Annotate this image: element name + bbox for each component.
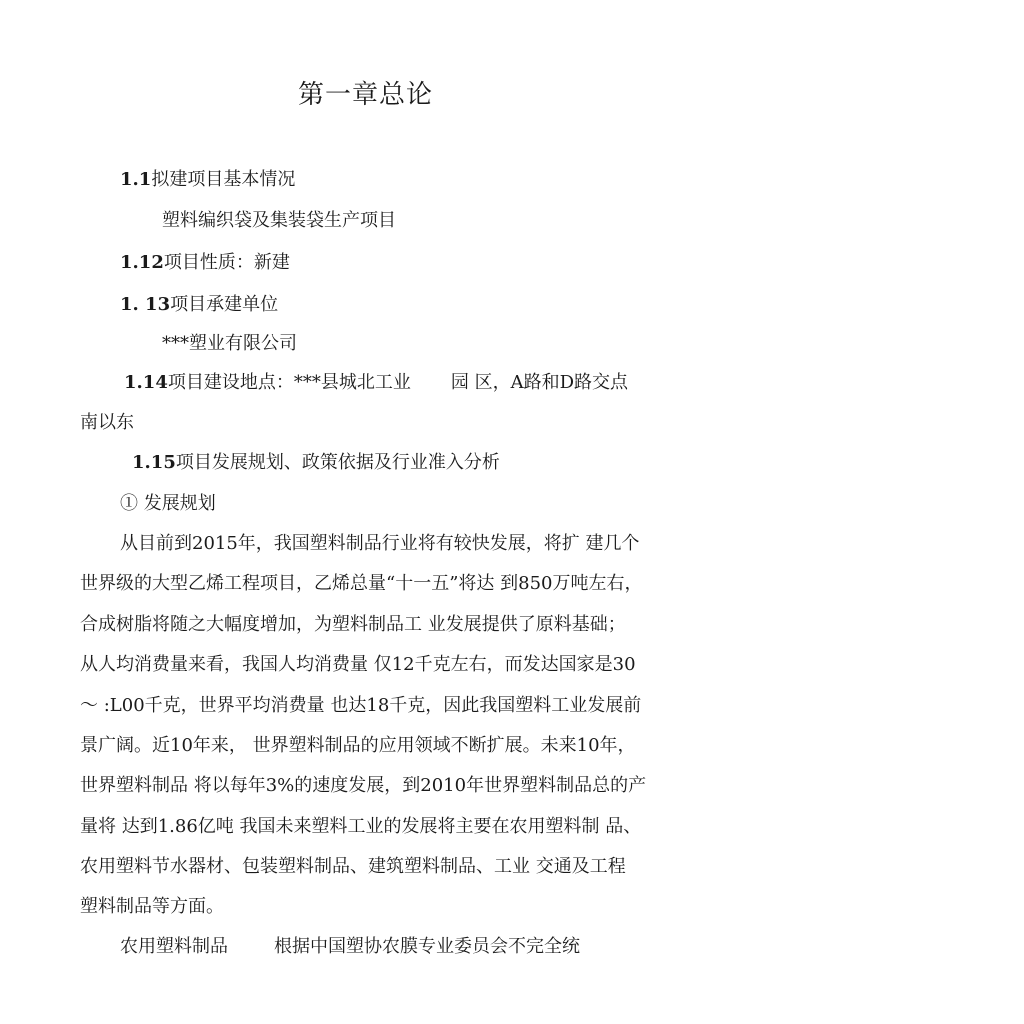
section-heading: 项目承建单位 bbox=[170, 294, 279, 315]
section-heading: 拟建项目基本情况 bbox=[151, 169, 296, 190]
section-1-12 bbox=[120, 251, 290, 275]
paragraph-line: 塑料制品等方面。 bbox=[80, 896, 224, 917]
company-name: ***塑业有限公司 bbox=[162, 333, 297, 354]
paragraph-text: 根据中国塑协农膜专业委员会不完全统 bbox=[274, 936, 580, 957]
section-heading: 项目建设地点：***县城北工业 bbox=[167, 372, 411, 393]
paragraph-line: 景广阔。近10年来， 世界塑料制品的应用领域不断扩展。未来10年， bbox=[80, 735, 636, 756]
section-1-13 bbox=[120, 293, 278, 317]
paragraph-line: 从人均消费量来看，我国人均消费量 仅12千克左右，而发达国家是30 bbox=[80, 654, 636, 675]
subheading-development-plan: ① 发展规划 bbox=[120, 493, 216, 514]
chapter-title: 第一章总论 bbox=[298, 80, 434, 110]
paragraph-line: 农用塑料节水器材、包装塑料制品、建筑塑料制品、工业 交通及工程 bbox=[80, 856, 626, 877]
section-number: 1. 13 bbox=[120, 294, 171, 315]
paragraph-line: 合成树脂将随之大幅度增加，为塑料制品工 业发展提供了原料基础； bbox=[80, 614, 626, 635]
subsection-label: 农用塑料制品 bbox=[120, 936, 228, 957]
section-number: 1.1 bbox=[120, 169, 152, 190]
section-number: 1.14 bbox=[124, 372, 168, 393]
section-number: 1.12 bbox=[120, 252, 164, 273]
paragraph-agricultural bbox=[120, 935, 580, 959]
section-heading-cont: 园 区，A路和D路交点 bbox=[450, 372, 628, 393]
section-1-15 bbox=[132, 451, 500, 475]
section-heading: 项目性质：新建 bbox=[163, 252, 290, 273]
section-1-14 bbox=[124, 371, 628, 395]
section-1-1 bbox=[120, 168, 295, 192]
paragraph-line: 从目前到2015年，我国塑料制品行业将有较快发展，将扩 建几个 bbox=[120, 533, 640, 554]
section-1-14-wrap: 南以东 bbox=[80, 412, 134, 433]
paragraph-line: 量将 达到1.86亿吨 我国未来塑料工业的发展将主要在农用塑料制 品、 bbox=[80, 816, 642, 837]
section-heading: 项目发展规划、政策依据及行业准入分析 bbox=[175, 452, 500, 473]
paragraph-line: ～ :L00千克，世界平均消费量 也达18千克，因此我国塑料工业发展前 bbox=[80, 695, 642, 716]
paragraph-line: 世界塑料制品 将以每年3%的速度发展，到2010年世界塑料制品总的产 bbox=[80, 775, 647, 796]
project-name: 塑料编织袋及集装袋生产项目 bbox=[162, 210, 396, 231]
section-number: 1.15 bbox=[132, 452, 176, 473]
paragraph-line: 世界级的大型乙烯工程项目，乙烯总量“十一五”将达 到850万吨左右， bbox=[80, 573, 643, 594]
